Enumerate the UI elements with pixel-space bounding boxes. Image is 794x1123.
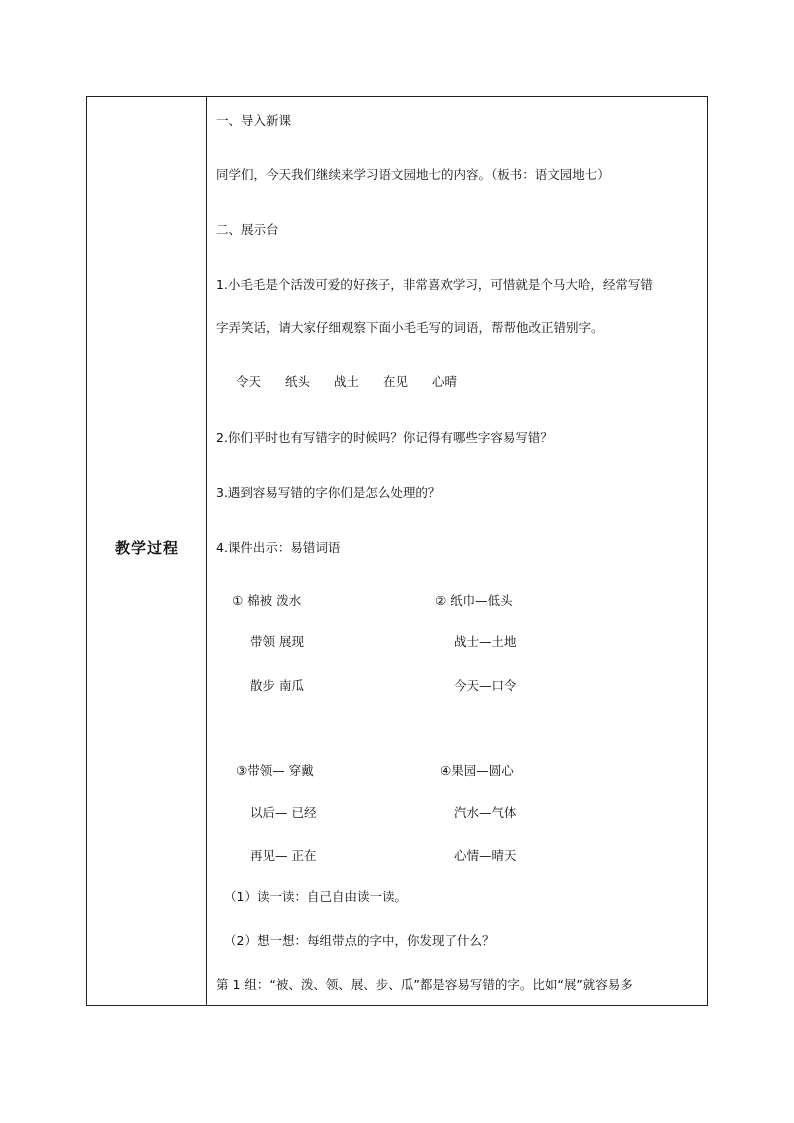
word-group-1-row: 散步 南瓜 [250, 678, 304, 693]
step-think: （2）想一想：每组带点的字中，你发现了什么？ [224, 933, 495, 948]
word-group-3-row: ③带领— 穿戴 [236, 763, 314, 778]
word-group-3-row: 以后— 已经 [250, 805, 317, 820]
lesson-table [86, 96, 708, 1006]
question-3: 3.遇到容易写错的字你们是怎么处理的？ [216, 485, 441, 500]
wrong-word: 战土 [334, 374, 360, 389]
word-group-2-row: 今天—口令 [454, 678, 517, 693]
word-group-4-row: 汽水—气体 [454, 805, 517, 820]
group-1-note: 第 1 组：“被、泼、领、展、步、瓜”都是容易写错的字。比如“展”就容易多 [216, 977, 633, 992]
word-group-2-row: 战士—土地 [454, 634, 517, 649]
label-cell [87, 97, 207, 1005]
question-2: 2.你们平时也有写错字的时候吗？你记得有哪些字容易写错？ [216, 430, 553, 445]
wrong-word: 令天 [236, 374, 262, 389]
wrong-word: 在见 [383, 374, 409, 389]
section-heading-intro: 一、导入新课 [216, 113, 292, 128]
content-cell [208, 97, 707, 1005]
question-1-line-1: 1.小毛毛是个活泼可爱的好孩子，非常喜欢学习，可惜就是个马大哈，经常写错 [216, 277, 653, 292]
question-1-line-2: 字弄笑话，请大家仔细观察下面小毛毛写的词语，帮帮他改正错别字。 [216, 320, 604, 335]
row-label: 教学过程 [114, 539, 179, 557]
wrong-word: 心晴 [432, 374, 458, 389]
word-group-1-row: 带领 展现 [250, 634, 304, 649]
word-group-4-row: ④果园—圆心 [440, 763, 514, 778]
intro-paragraph: 同学们，今天我们继续来学习语文园地七的内容。（板书：语文园地七） [216, 167, 610, 182]
word-group-1-row: ① 棉被 泼水 [232, 593, 302, 608]
word-group-3-row: 再见— 正在 [250, 848, 317, 863]
step-read: （1）读一读：自己自由读一读。 [224, 889, 407, 904]
question-4: 4.课件出示：易错词语 [216, 540, 341, 555]
wrong-word: 纸头 [285, 374, 311, 389]
word-group-4-row: 心情—晴天 [454, 848, 517, 863]
section-heading-showcase: 二、展示台 [216, 222, 279, 237]
word-group-2-row: ② 纸巾—低头 [435, 593, 513, 608]
